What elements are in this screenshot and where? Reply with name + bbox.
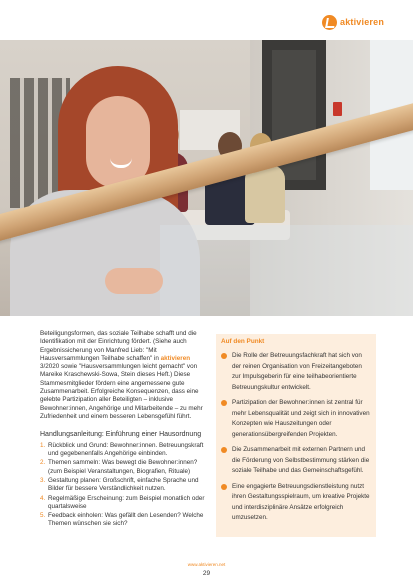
list-item-text: Regelmäßige Erscheinung: zum Beispiel monatlich oder quartalsweise bbox=[48, 494, 205, 510]
intro-text: 3/2020 sowie "Hausversammlungen leicht gemacht" von Mareike Kraschewski-Sowa, Stein dieses Heft.) Diese Stammesmitglieder fördern eine angemessene gute Zusammenarbeit. Erfolgreiche Konsequenzen, dass eine gelebte Partizipation aller Beteiligten – inklusive Bewohner:innen, Angehörige und Mitarbeitende – zu mehr Zufriedenheit und einem besseren Lebensgefühl führt. bbox=[40, 363, 203, 420]
intro-brand: aktivieren bbox=[160, 354, 191, 362]
list-item bbox=[40, 477, 210, 494]
header-photo bbox=[0, 40, 413, 316]
list-item-text: Gestaltung planen: Großschrift, einfache Sprache und Bilder für bessere Verständlichkeit nutzen. bbox=[48, 476, 199, 493]
page-number: 29 bbox=[202, 570, 211, 577]
list-item-number: 4. bbox=[40, 494, 46, 502]
list-item-number: 2. bbox=[40, 459, 46, 467]
list-item bbox=[221, 445, 371, 477]
brand-logo[interactable] bbox=[322, 14, 384, 30]
list-item bbox=[40, 442, 210, 459]
list-item bbox=[40, 459, 210, 476]
photo-glass-pane bbox=[160, 225, 413, 316]
summary-column bbox=[216, 334, 376, 537]
article-left-column bbox=[40, 330, 210, 530]
page-header bbox=[0, 0, 413, 40]
bullet-dot-icon bbox=[221, 484, 227, 490]
list-item bbox=[40, 512, 210, 529]
bullet-text: Die Zusammenarbeit mit externen Partnern und die Förderung von Selbstbestimmung stärken die soziale Teilhabe und das Gemeinschaftsgefühl. bbox=[232, 446, 370, 474]
bullet-dot-icon bbox=[221, 400, 227, 406]
summary-box-title: Auf den Punkt bbox=[221, 338, 265, 345]
summary-box bbox=[216, 334, 376, 537]
bullet-dot-icon bbox=[221, 353, 227, 359]
bullet-text: Eine engagierte Betreuungsdienstleistung nutzt ihren Gestaltungsspielraum, um kreative Projekte und interdisziplinäre Ansätze erfolgreich umzusetzen. bbox=[232, 482, 370, 521]
list-item-number: 1. bbox=[40, 441, 46, 449]
list-item bbox=[221, 398, 371, 440]
footer-url[interactable]: www.aktivieren.net bbox=[187, 562, 226, 567]
list-item bbox=[221, 351, 371, 393]
list-item bbox=[40, 495, 210, 512]
list-item-text: Feedback einholen: Was gefällt den Lesenden? Welche Themen wünschen sie sich? bbox=[48, 512, 204, 528]
list-item-text: Rückblick und Grund: Bewohner:innen. Betreuungskraft und gegebenenfalls Angehörige einbinden. bbox=[48, 441, 204, 458]
logo-text: aktivieren bbox=[340, 17, 385, 27]
photo-person-background bbox=[245, 165, 285, 223]
checkmark-logo-icon bbox=[322, 15, 337, 30]
photo-fire-alarm bbox=[333, 102, 342, 116]
list-item-number: 5. bbox=[40, 512, 46, 520]
list-item-text: Themen sammeln: Was bewegt die Bewohner:innen? (zum Beispiel Veranstaltungen, Biografien, Rituale) bbox=[48, 459, 198, 475]
article-intro bbox=[40, 330, 210, 421]
list-item bbox=[221, 482, 371, 524]
photo-main-person-hand bbox=[105, 268, 163, 294]
bullet-text: Partizipation der Bewohner:innen ist zentral für mehr Lebensqualität und zeigt sich in innovativen Konzepten wie Hauszeitungen oder generationsübergreifenden Projekten. bbox=[232, 399, 370, 438]
guide-steps-list bbox=[40, 442, 210, 529]
bullet-text: Die Rolle der Betreuungsfachkraft hat sich von der reinen Organisation von Freizeitangeboten zur Impulsgeberin für eine teilhabeorientierte Betreuungskultur entwickelt. bbox=[232, 352, 362, 391]
guide-subheading: Handlungsanleitung: Einführung einer Hausordnung bbox=[40, 431, 202, 439]
summary-bullet-list bbox=[221, 351, 371, 524]
intro-text: Beteiligungsformen, das soziale Teilhabe schafft und die Identifikation mit der Einrichtung fördert. (Siehe auch Ergebnissicherung von Manfred Lieb: "Mit Hausversammlungen Teilhabe schaffen" in bbox=[40, 330, 197, 362]
bullet-dot-icon bbox=[221, 447, 227, 453]
list-item-number: 3. bbox=[40, 476, 46, 484]
photo-main-person-face bbox=[86, 96, 150, 188]
